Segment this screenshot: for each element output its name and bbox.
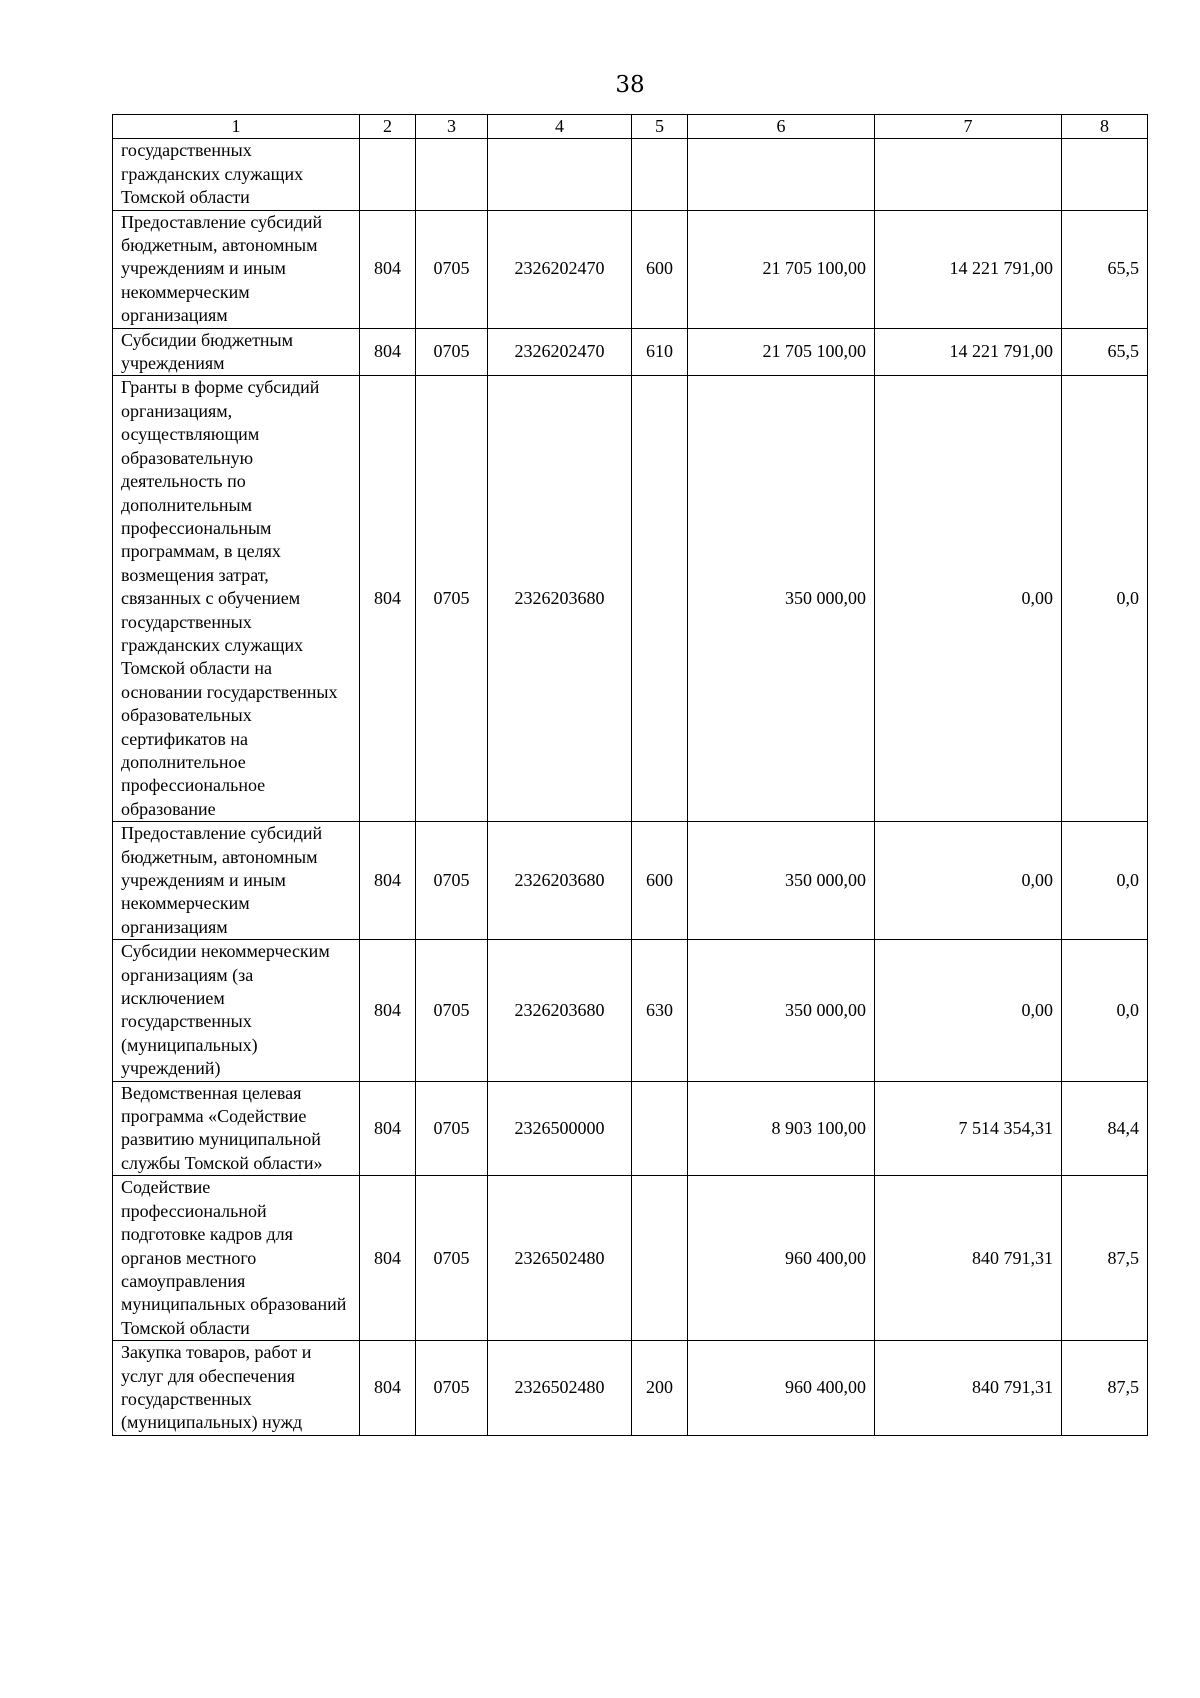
cell-ministry-code: 804	[360, 822, 416, 940]
cell-section-code: 0705	[416, 822, 488, 940]
table-row	[113, 1081, 1148, 1176]
cell-expense-type	[632, 139, 688, 210]
table-row	[113, 210, 1148, 328]
column-header-2: 2	[360, 115, 416, 139]
cell-expense-type: 600	[632, 822, 688, 940]
column-header-1: 1	[113, 115, 360, 139]
cell-actual-amount: 840 791,31	[875, 1176, 1062, 1341]
row-name: Закупка товаров, работ и услуг для обеспечения государственных (муниципальных) нужд	[113, 1341, 360, 1436]
cell-plan-amount: 21 705 100,00	[688, 210, 875, 328]
cell-plan-amount: 960 400,00	[688, 1341, 875, 1436]
column-header-6: 6	[688, 115, 875, 139]
cell-ministry-code: 804	[360, 1341, 416, 1436]
cell-section-code: 0705	[416, 1176, 488, 1341]
cell-ministry-code: 804	[360, 328, 416, 376]
row-name: Предоставление субсидий бюджетным, автономным учреждениям и иным некоммерческим организациям	[113, 822, 360, 940]
cell-percent: 65,5	[1062, 210, 1148, 328]
cell-target-article: 2326202470	[488, 328, 632, 376]
cell-percent: 0,0	[1062, 822, 1148, 940]
column-header-5: 5	[632, 115, 688, 139]
table-row	[113, 1341, 1148, 1436]
cell-target-article: 2326203680	[488, 376, 632, 822]
cell-section-code: 0705	[416, 376, 488, 822]
cell-ministry-code: 804	[360, 1081, 416, 1176]
table-header-row	[113, 115, 1148, 139]
cell-target-article: 2326203680	[488, 940, 632, 1081]
cell-plan-amount: 350 000,00	[688, 940, 875, 1081]
cell-ministry-code: 804	[360, 940, 416, 1081]
row-name: государственных гражданских служащих Томской области	[113, 139, 360, 210]
cell-actual-amount	[875, 139, 1062, 210]
cell-expense-type: 630	[632, 940, 688, 1081]
cell-section-code: 0705	[416, 1341, 488, 1436]
row-name: Субсидии бюджетным учреждениям	[113, 328, 360, 376]
column-header-8: 8	[1062, 115, 1148, 139]
cell-percent: 0,0	[1062, 376, 1148, 822]
row-name: Предоставление субсидий бюджетным, автономным учреждениям и иным некоммерческим организациям	[113, 210, 360, 328]
cell-actual-amount: 0,00	[875, 940, 1062, 1081]
cell-expense-type	[632, 376, 688, 822]
cell-target-article: 2326502480	[488, 1176, 632, 1341]
cell-plan-amount: 350 000,00	[688, 376, 875, 822]
cell-actual-amount: 0,00	[875, 376, 1062, 822]
column-header-4: 4	[488, 115, 632, 139]
cell-section-code	[416, 139, 488, 210]
column-header-7: 7	[875, 115, 1062, 139]
cell-target-article: 2326203680	[488, 822, 632, 940]
table-row	[113, 328, 1148, 376]
cell-expense-type: 200	[632, 1341, 688, 1436]
cell-percent	[1062, 139, 1148, 210]
cell-plan-amount: 960 400,00	[688, 1176, 875, 1341]
table-row	[113, 1176, 1148, 1341]
row-name: Гранты в форме субсидий организациям, осуществляющим образовательную деятельность по дополнительным профессиональным программам, в целях возмещения затрат, связанных с обучением государственных гражданских служащих Томской области на основании государственных образовательных сертификатов на дополнительное профессиональное образование	[113, 376, 360, 822]
cell-plan-amount	[688, 139, 875, 210]
cell-percent: 84,4	[1062, 1081, 1148, 1176]
cell-ministry-code: 804	[360, 1176, 416, 1341]
table-row	[113, 376, 1148, 822]
cell-plan-amount: 8 903 100,00	[688, 1081, 875, 1176]
table-row	[113, 940, 1148, 1081]
cell-section-code: 0705	[416, 940, 488, 1081]
cell-actual-amount: 14 221 791,00	[875, 210, 1062, 328]
cell-actual-amount: 7 514 354,31	[875, 1081, 1062, 1176]
cell-percent: 87,5	[1062, 1341, 1148, 1436]
cell-percent: 87,5	[1062, 1176, 1148, 1341]
cell-expense-type: 610	[632, 328, 688, 376]
row-name: Ведомственная целевая программа «Содействие развитию муниципальной службы Томской области»	[113, 1081, 360, 1176]
row-name: Содействие профессиональной подготовке кадров для органов местного самоуправления муниципальных образований Томской области	[113, 1176, 360, 1341]
cell-plan-amount: 21 705 100,00	[688, 328, 875, 376]
table-row	[113, 822, 1148, 940]
page-number: 38	[615, 72, 645, 98]
cell-actual-amount: 14 221 791,00	[875, 328, 1062, 376]
row-name: Субсидии некоммерческим организациям (за исключением государственных (муниципальных) учреждений)	[113, 940, 360, 1081]
cell-actual-amount: 840 791,31	[875, 1341, 1062, 1436]
cell-percent: 65,5	[1062, 328, 1148, 376]
cell-section-code: 0705	[416, 328, 488, 376]
cell-ministry-code: 804	[360, 376, 416, 822]
cell-target-article: 2326202470	[488, 210, 632, 328]
cell-target-article	[488, 139, 632, 210]
cell-expense-type: 600	[632, 210, 688, 328]
column-header-3: 3	[416, 115, 488, 139]
cell-plan-amount: 350 000,00	[688, 822, 875, 940]
cell-actual-amount: 0,00	[875, 822, 1062, 940]
cell-section-code: 0705	[416, 210, 488, 328]
cell-expense-type	[632, 1176, 688, 1341]
table-row	[113, 139, 1148, 210]
budget-table	[112, 114, 1148, 1436]
cell-ministry-code	[360, 139, 416, 210]
cell-target-article: 2326500000	[488, 1081, 632, 1176]
cell-target-article: 2326502480	[488, 1341, 632, 1436]
cell-percent: 0,0	[1062, 940, 1148, 1081]
cell-ministry-code: 804	[360, 210, 416, 328]
cell-expense-type	[632, 1081, 688, 1176]
cell-section-code: 0705	[416, 1081, 488, 1176]
